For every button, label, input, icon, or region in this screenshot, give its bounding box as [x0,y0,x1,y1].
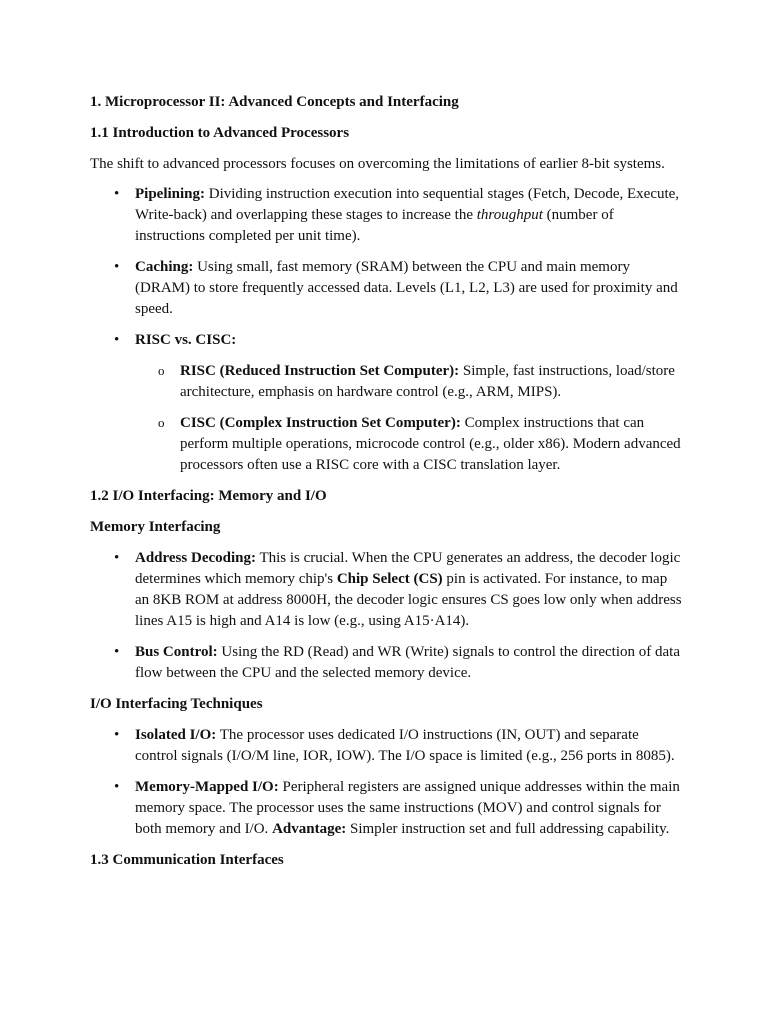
bullet-icon: • [114,550,120,566]
bullet-icon: • [114,644,120,660]
caching-term: Caching: [135,259,194,275]
bus-control-text: Using the RD (Read) and WR (Write) signals to control the direction of data flow between the CPU and the selected memory device. [135,644,680,681]
bullet-icon: • [114,727,120,743]
pipelining-text-1: Dividing instruction execution into sequential stages (Fetch, Decode, Execute, Write-back) and overlapping these stages to increase the [135,186,680,223]
bus-control-term: Bus Control: [135,644,218,660]
memory-interfacing-list [90,548,682,684]
risc-text: Simple, fast instructions, load/store architecture, emphasis on hardware control (e.g., ARM, MIPS). [180,363,675,400]
address-decoding-term: Address Decoding: [135,550,256,566]
document-page [90,92,682,881]
cisc-text: Complex instructions that can perform multiple operations, microcode control (e.g., older x86). Modern advanced processors often use a RISC core with a CISC translation layer. [180,415,681,473]
bullet-icon: • [114,186,120,202]
section-1-2-heading: 1.2 I/O Interfacing: Memory and I/O [90,488,327,504]
list-item-caching [90,257,682,320]
address-decoding-text-2: pin is activated. For instance, to map an 8KB ROM at address 8000H, the decoder logic ensures CS goes low only when address lines A15 is high and A14 is low (e.g., using A15·A14). [135,571,682,629]
pipelining-term: Pipelining: [135,186,206,202]
sublist-item-risc [135,361,682,403]
list-item-isolated-io [90,725,682,767]
address-decoding-text-1: This is crucial. When the CPU generates an address, the decoder logic determines which memory chip's [135,550,681,587]
list-item-risc-cisc [90,330,682,476]
section-1-1-intro: The shift to advanced processors focuses on overcoming the limitations of earlier 8-bit systems. [90,156,665,172]
section-1-1-heading: 1.1 Introduction to Advanced Processors [90,125,350,141]
pipelining-text-2: (number of instructions completed per unit time). [135,207,614,244]
section-1-1-list [90,184,682,476]
caching-text: Using small, fast memory (SRAM) between the CPU and main memory (DRAM) to store frequently accessed data. Levels (L1, L2, L3) are used for proximity and speed. [135,259,678,317]
io-interfacing-list [90,725,682,840]
chip-select-term: Chip Select (CS) [336,571,443,587]
memory-mapped-io-term: Memory-Mapped I/O: [135,779,279,795]
section-1-3-heading: 1.3 Communication Interfaces [90,852,284,868]
list-item-address-decoding [90,548,682,632]
list-item-pipelining [90,184,682,247]
advantage-term: Advantage: [272,821,347,837]
risc-cisc-term: RISC vs. CISC: [135,332,237,348]
isolated-io-term: Isolated I/O: [135,727,217,743]
bullet-icon: • [114,332,120,348]
isolated-io-text: The processor uses dedicated I/O instructions (IN, OUT) and separate control signals (I/O/M line, IOR, IOW). The I/O space is limited (e.g., 256 ports in 8085). [135,727,675,764]
sub-bullet-icon: o [158,415,165,430]
sublist-item-cisc [135,413,682,476]
pipelining-emphasis: throughput [476,207,543,223]
list-item-bus-control [90,642,682,684]
risc-cisc-sublist [135,361,682,476]
io-interfacing-heading: I/O Interfacing Techniques [90,696,263,712]
memory-mapped-io-text-2: Simpler instruction set and full addressing capability. [346,821,670,837]
list-item-memory-mapped-io [90,777,682,840]
risc-term: RISC (Reduced Instruction Set Computer): [180,363,460,379]
memory-interfacing-heading: Memory Interfacing [90,519,221,535]
bullet-icon: • [114,259,120,275]
document-title: 1. Microprocessor II: Advanced Concepts and Interfacing [90,94,459,110]
bullet-icon: • [114,779,120,795]
cisc-term: CISC (Complex Instruction Set Computer): [180,415,461,431]
sub-bullet-icon: o [158,363,165,378]
memory-mapped-io-text-1: Peripheral registers are assigned unique addresses within the main memory space. The processor uses the same instructions (MOV) and control signals for both memory and I/O. [135,779,680,837]
